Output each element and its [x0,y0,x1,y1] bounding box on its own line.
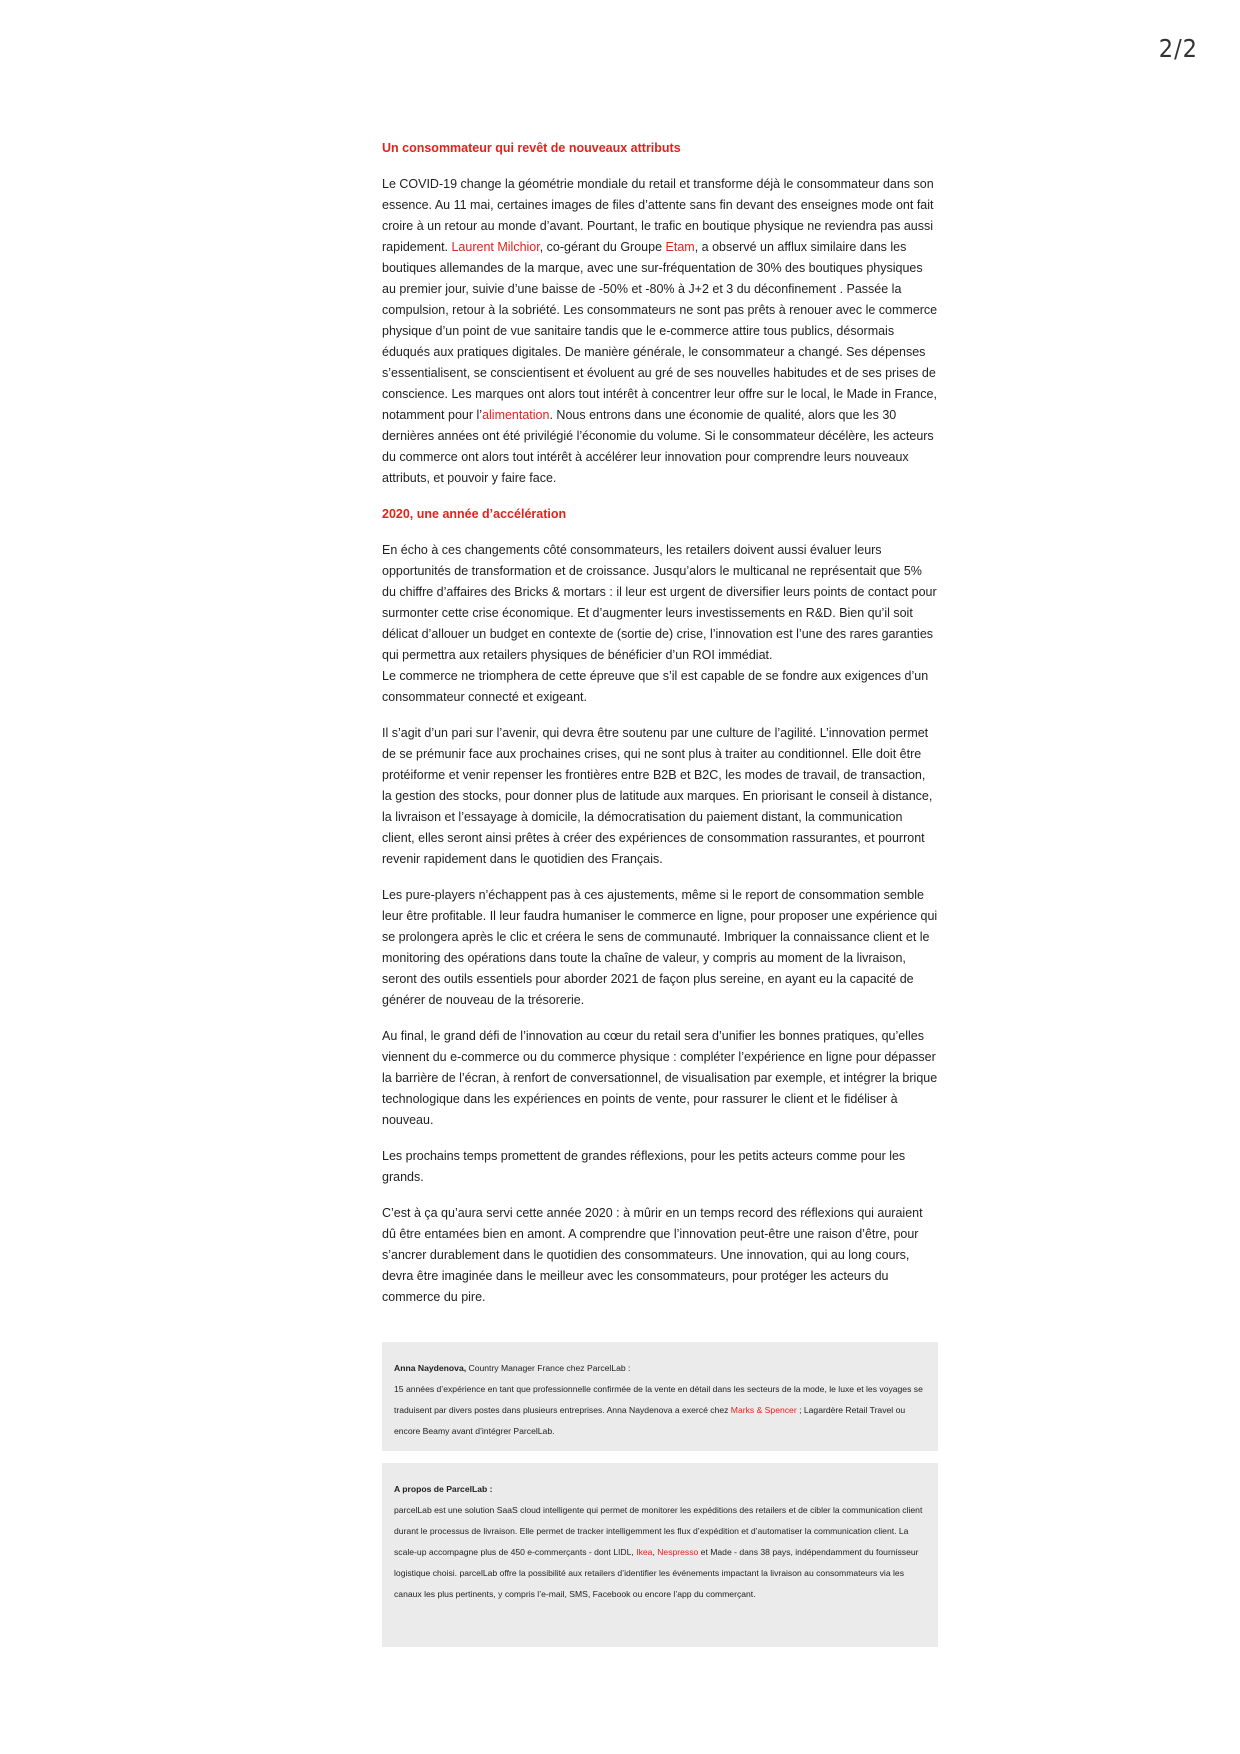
paragraph-defi: Au final, le grand défi de l’innovation au cœur du retail sera d’unifier les bonnes pratiques, qu’elles viennent du e-commerce ou du commerce physique : compléter l’expérience en ligne pour dépasser la barrière de l’écran, à renfort de conversationnel, de visualisation par exemple, et intégrer la brique technologique dans les expériences en points de vente, pour rassurer le client et le fidéliser à nouveau. [382,1029,938,1127]
paragraph-agilite: Il s’agit d’un pari sur l’avenir, qui devra être soutenu par une culture de l’agilité. L’innovation permet de se prémunir face aux prochaines crises, qui ne sont plus à traiter au conditionnel. Elle doit être protéiforme et venir repenser les frontières entre B2B et B2C, les modes de travail, de transaction, la gestion des stocks, pour donner plus de latitude aux marques. En priorisant le conseil à distance, la livraison et l’essayage à domicile, la démocratisation du paiement distant, la communication client, elles seront ainsi prêtes à créer des expériences de consommation rassurantes, et pourront revenir rapidement dans le quotidien des Français. [382,726,933,866]
author-heading: Anna Naydenova, Country Manager France chez ParcelLab : [394,1363,631,1373]
paragraph-retailers: En écho à ces changements côté consommateurs, les retailers doivent aussi évaluer leurs opportunités de transformation et de croissance. Jusqu’alors le multicanal ne représentait que 5% du chiffre d’affaires des Bricks & mortars : il leur est urgent de diversifier leurs points de contact pour surmonter cette crise économique. Et d’augmenter leurs investissements en R&D. Bien qu’il soit délicat d’allouer un budget en contexte de (sortie de) crise, l’innovation est l’une des rares garanties qui permettra aux retailers physiques de bénéficier d’un ROI immédiat. Le commerce ne triomphera de cette épreuve que s’il est capable de se fondre aux exigences d’un consommateur connecté et exigeant. [382,543,937,704]
link-marks-spencer[interactable]: Marks & Spencer [730,1405,797,1415]
about-box [382,1463,938,1647]
link-alimentation[interactable]: alimentation [482,408,550,422]
link-etam[interactable]: Etam [665,240,695,254]
link-nespresso[interactable]: Nespresso [657,1547,699,1557]
link-laurent-milchior[interactable]: Laurent Milchior [451,240,540,254]
about-title: A propos de ParcelLab : [394,1484,493,1494]
paragraph-pure-players: Les pure-players n’échappent pas à ces ajustements, même si le report de consommation semble leur être profitable. Il leur faudra humaniser le commerce en ligne, pour proposer une expérience qui se prolongera après le clic et créera le sens de communauté. Imbriquer la connaissance client et le monitoring des opérations dans toute la chaîne de valeur, y compris au moment de la livraison, seront des outils essentiels pour aborder 2021 de façon plus sereine, en ayant eu la capacité de générer de nouveau de la trésorerie. [382,888,938,1007]
article-body [382,138,938,1659]
link-ikea[interactable]: Ikea [636,1547,653,1557]
author-bio: 15 années d’expérience en tant que professionnelle confirmée de la vente en détail dans les secteurs de la mode, le luxe et les voyages se traduisent par divers postes dans plusieurs entreprises. Anna Naydenova a exercé chez Marks & Spencer ; Lagardère Retail Travel ou encore Beamy avant d’intégrer ParcelLab. [394,1384,923,1436]
author-box [382,1342,938,1451]
paragraph-conclusion: C’est à ça qu’aura servi cette année 2020 : à mûrir en un temps record des réflexions qui auraient dû être entamées bien en amont. A comprendre que l’innovation peut-être une raison d’être, pour s’ancrer durablement dans le quotidien des consommateurs. Une innovation, qui au long cours, devra être imaginée dans le meilleur avec les consommateurs, pour protéger les acteurs du commerce du pire. [382,1206,923,1304]
page-number: 2/2 [1158,34,1198,63]
section-heading-consommateur: Un consommateur qui revêt de nouveaux attributs [382,141,681,155]
paragraph-consommateur: Le COVID-19 change la géométrie mondiale du retail et transforme déjà le consommateur dans son essence. Au 11 mai, certaines images de files d’attente sans fin devant des enseignes mode ont fait croire à un retour au monde d’avant. Pourtant, le trafic en boutique physique ne reviendra pas aussi rapidement. Laurent Milchior, co-gérant du Groupe Etam, a observé un afflux similaire dans les boutiques allemandes de la marque, avec une sur-fréquentation de 30% des boutiques physiques au premier jour, suivie d’une baisse de -50% et -80% à J+2 et 3 du déconfinement . Passée la compulsion, retour à la sobriété. Les consommateurs ne sont pas prêts à renouer avec le commerce physique d’un point de vue sanitaire tandis que le e-commerce attire tous publics, désormais éduqués aux pratiques digitales. De manière générale, le consommateur a changé. Ses dépenses s’essentialisent, se conscientisent et évoluent au gré de ses nouvelles habitudes et de ses prises de conscience. Les marques ont alors tout intérêt à concentrer leur offre sur le local, le Made in France, notamment pour l’alimentation. Nous entrons dans une économie de qualité, alors que les 30 dernières années ont été privilégié l’économie du volume. Si le consommateur décélère, les acteurs du commerce ont alors tout intérêt à accélérer leur innovation pour comprendre leurs nouveaux attributs, et pouvoir y faire face. [382,177,938,485]
paragraph-prochains-temps: Les prochains temps promettent de grandes réflexions, pour les petits acteurs comme pour les grands. [382,1149,906,1184]
section-heading-acceleration: 2020, une année d’accélération [382,507,567,521]
about-text: parcelLab est une solution SaaS cloud intelligente qui permet de monitorer les expéditions des retailers et de cibler la communication client durant le processus de livraison. Elle permet de tracker intelligemment les flux d’expédition et d’automatiser la communication client. La scale-up accompagne plus de 450 e-commerçants - dont LIDL, Ikea, Nespresso et Made - dans 38 pays, indépendamment du fournisseur logistique choisi. parcelLab offre la possibilité aux retailers d’identifier les événements impactant la livraison au consommateurs via les canaux les plus pertinents, y compris l’e-mail, SMS, Facebook ou encore l’app du commerçant. [394,1505,923,1599]
author-name: Anna Naydenova, [394,1363,467,1373]
